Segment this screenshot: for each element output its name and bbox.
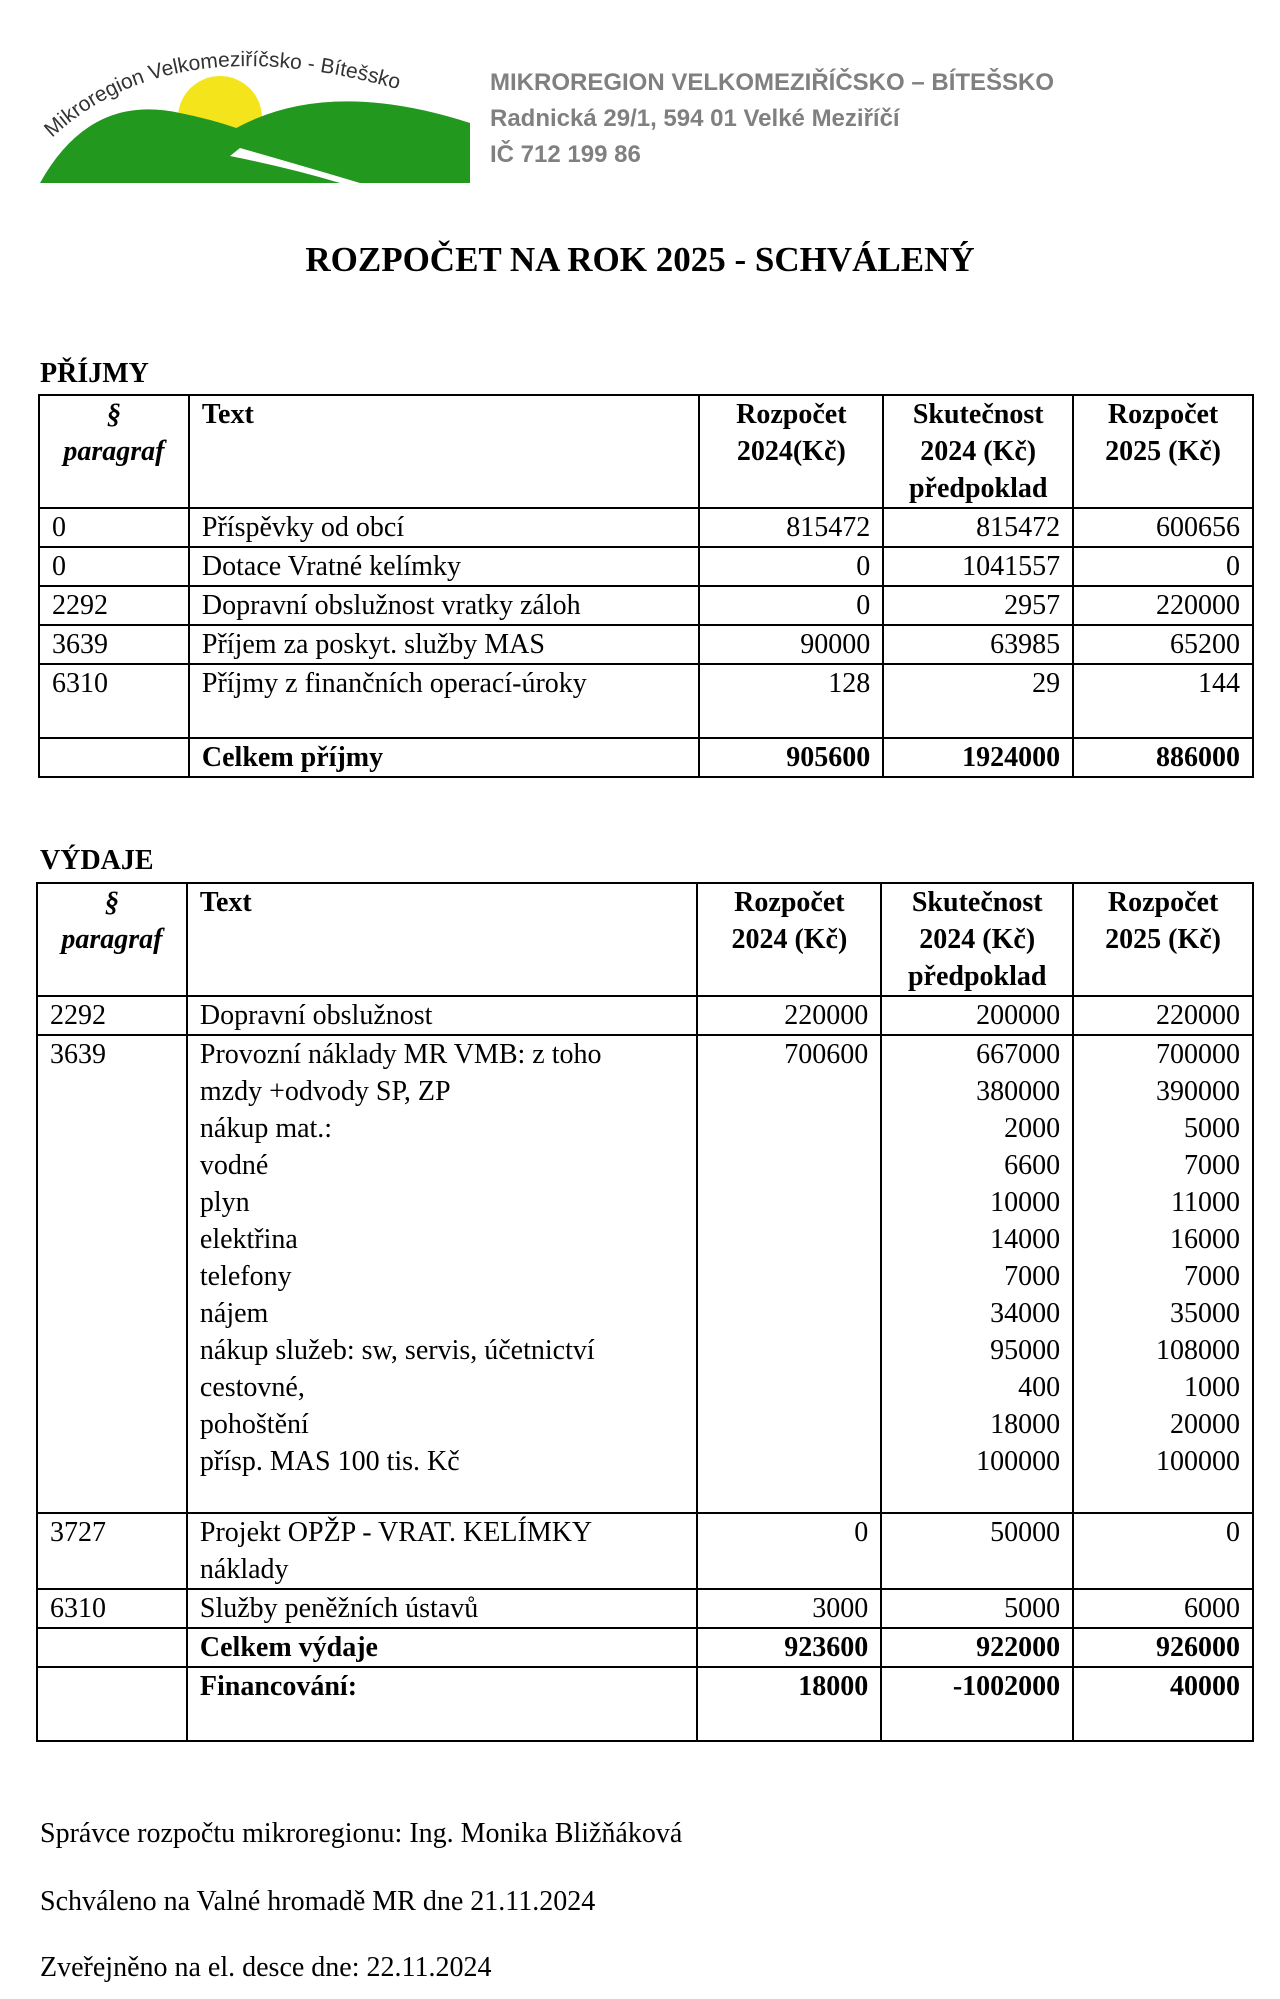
total-rozpocet-2025: 886000 xyxy=(1073,738,1253,777)
row-paragraf: 3727 xyxy=(37,1513,187,1589)
header-paragraf: § paragraf xyxy=(39,395,189,508)
line-rozpocet-2025: 11000 xyxy=(1171,1187,1240,1218)
table-row xyxy=(37,1513,1253,1589)
line-rozpocet-2025: 5000 xyxy=(1184,1113,1240,1144)
line-skutecnost-2024: 667000 xyxy=(976,1039,1061,1070)
row-rozpocet-2024: 0 xyxy=(697,1513,881,1589)
line-rozpocet-2025: 100000 xyxy=(1156,1446,1240,1477)
total-rozpocet-2025: 926000 xyxy=(1073,1628,1253,1667)
financing-skutecnost-2024: -1002000 xyxy=(881,1667,1073,1741)
line-rozpocet-2025: 7000 xyxy=(1184,1261,1240,1292)
row-skutecnost-2024: 50000 xyxy=(881,1513,1073,1589)
table-row xyxy=(39,586,1253,625)
row-paragraf xyxy=(37,1628,187,1667)
line-skutecnost-2024: 400 xyxy=(1018,1372,1061,1403)
header-rozpocet-2025: Rozpočet 2025 (Kč) xyxy=(1073,395,1253,508)
line-rozpocet-2025: 700000 xyxy=(1156,1039,1240,1070)
table-row xyxy=(39,664,1253,738)
row-text: Dotace Vratné kelímky xyxy=(189,547,700,586)
row-skutecnost-2024: 1041557 xyxy=(883,547,1073,586)
footer-spravce: Správce rozpočtu mikroregionu: Ing. Monika Bližňáková xyxy=(40,1818,683,1849)
row-paragraf: 2292 xyxy=(37,996,187,1035)
table-row xyxy=(37,1035,1253,1513)
row-paragraf: 3639 xyxy=(39,625,189,664)
total-label: Celkem výdaje xyxy=(187,1628,698,1667)
row-text: Příjem za poskyt. služby MAS xyxy=(189,625,700,664)
row-rozpocet-2025: 0 xyxy=(1073,547,1253,586)
line-rozpocet-2025: 35000 xyxy=(1170,1298,1240,1329)
line-text: telefony xyxy=(199,1261,292,1292)
row-rozpocet-2025-stack xyxy=(1073,1035,1253,1513)
total-rozpocet-2024: 923600 xyxy=(697,1628,881,1667)
row-rozpocet-2025: 600656 xyxy=(1073,508,1253,547)
line-text: cestovné, xyxy=(199,1372,305,1403)
row-rozpocet-2024: 0 xyxy=(699,586,883,625)
table-header-row xyxy=(37,883,1253,996)
row-skutecnost-2024: 29 xyxy=(883,664,1073,738)
row-text: Dopravní obslužnost xyxy=(187,996,698,1035)
line-text: nákup mat.: xyxy=(199,1113,333,1144)
line-rozpocet-2025: 1000 xyxy=(1184,1372,1240,1403)
row-paragraf: 6310 xyxy=(37,1589,187,1628)
table-row xyxy=(37,996,1253,1035)
row-paragraf xyxy=(39,738,189,777)
row-skutecnost-2024: 5000 xyxy=(881,1589,1073,1628)
line-skutecnost-2024: 34000 xyxy=(990,1298,1061,1329)
total-skutecnost-2024: 922000 xyxy=(881,1628,1073,1667)
row-paragraf: 0 xyxy=(39,547,189,586)
row-rozpocet-2025: 0 xyxy=(1073,1513,1253,1589)
line-text: nájem xyxy=(199,1298,269,1329)
header-text: Text xyxy=(189,395,700,508)
vydaje-label: VÝDAJE xyxy=(40,845,154,876)
financing-row xyxy=(37,1667,1253,1741)
row-rozpocet-2025: 220000 xyxy=(1073,996,1253,1035)
row-rozpocet-2024: 90000 xyxy=(699,625,883,664)
header-paragraf: § paragraf xyxy=(37,883,187,996)
row-paragraf: 6310 xyxy=(39,664,189,738)
row-skutecnost-2024: 200000 xyxy=(881,996,1073,1035)
row-text: Příjmy z finančních operací-úroky xyxy=(189,664,700,738)
header-text: Text xyxy=(187,883,698,996)
row-rozpocet-2024: 815472 xyxy=(699,508,883,547)
row-text-stack xyxy=(187,1035,698,1513)
header-rozpocet-2025: Rozpočet 2025 (Kč) xyxy=(1073,883,1253,996)
row-rozpocet-2024: 220000 xyxy=(697,996,881,1035)
line-text: vodné xyxy=(199,1150,269,1181)
row-rozpocet-2024: 700600 xyxy=(697,1035,881,1513)
row-rozpocet-2024: 3000 xyxy=(697,1589,881,1628)
row-skutecnost-2024-stack xyxy=(881,1035,1073,1513)
row-skutecnost-2024: 2957 xyxy=(883,586,1073,625)
org-address: Radnická 29/1, 594 01 Velké Meziříčí xyxy=(490,105,900,132)
line-rozpocet-2025: 108000 xyxy=(1156,1335,1240,1366)
line-skutecnost-2024: 14000 xyxy=(990,1224,1061,1255)
row-text: Dopravní obslužnost vratky záloh xyxy=(189,586,700,625)
row-text: Projekt OPŽP - VRAT. KELÍMKY náklady xyxy=(187,1513,698,1589)
row-rozpocet-2025: 144 xyxy=(1073,664,1253,738)
line-text: elektřina xyxy=(199,1224,298,1255)
row-paragraf xyxy=(37,1667,187,1741)
total-rozpocet-2024: 905600 xyxy=(699,738,883,777)
row-skutecnost-2024: 63985 xyxy=(883,625,1073,664)
line-rozpocet-2025: 7000 xyxy=(1184,1150,1240,1181)
table-row xyxy=(37,1589,1253,1628)
line-text: plyn xyxy=(199,1187,250,1218)
financing-label: Financování: xyxy=(187,1667,698,1741)
line-text: nákup služeb: sw, servis, účetnictví xyxy=(199,1335,595,1366)
financing-rozpocet-2025: 40000 xyxy=(1073,1667,1253,1741)
row-rozpocet-2025: 6000 xyxy=(1073,1589,1253,1628)
total-skutecnost-2024: 1924000 xyxy=(883,738,1073,777)
total-label: Celkem příjmy xyxy=(189,738,700,777)
line-skutecnost-2024: 6600 xyxy=(1004,1150,1061,1181)
financing-rozpocet-2024: 18000 xyxy=(697,1667,881,1741)
table-row xyxy=(39,508,1253,547)
total-row xyxy=(39,738,1253,777)
line-text: Provozní náklady MR VMB: z toho xyxy=(199,1039,602,1070)
footer-zverejneno: Zveřejněno na el. desce dne: 22.11.2024 xyxy=(40,1952,492,1983)
row-text: Služby peněžních ústavů xyxy=(187,1589,698,1628)
table-row xyxy=(39,625,1253,664)
vydaje-table xyxy=(36,882,1254,1742)
line-skutecnost-2024: 95000 xyxy=(990,1335,1061,1366)
header-skutecnost-2024: Skutečnost 2024 (Kč) předpoklad xyxy=(881,883,1073,996)
line-skutecnost-2024: 10000 xyxy=(990,1187,1061,1218)
line-rozpocet-2025: 20000 xyxy=(1170,1409,1240,1440)
line-skutecnost-2024: 2000 xyxy=(1004,1113,1061,1144)
line-text: přísp. MAS 100 tis. Kč xyxy=(199,1446,460,1477)
org-name: MIKROREGION VELKOMEZIŘÍČSKO – BÍTEŠSKO xyxy=(490,69,1055,96)
line-skutecnost-2024: 18000 xyxy=(990,1409,1061,1440)
table-header-row xyxy=(39,395,1253,508)
line-rozpocet-2025: 390000 xyxy=(1156,1076,1240,1107)
row-paragraf: 0 xyxy=(39,508,189,547)
row-paragraf: 3639 xyxy=(37,1035,187,1513)
row-rozpocet-2025: 220000 xyxy=(1073,586,1253,625)
mikroregion-logo xyxy=(30,18,480,188)
page-title: ROZPOČET NA ROK 2025 - SCHVÁLENÝ xyxy=(305,240,975,279)
org-ic: IČ 712 199 86 xyxy=(490,141,641,168)
line-skutecnost-2024: 7000 xyxy=(1004,1261,1061,1292)
row-rozpocet-2025: 65200 xyxy=(1073,625,1253,664)
footer-schvaleno: Schváleno na Valné hromadě MR dne 21.11.2024 xyxy=(40,1886,596,1917)
org-info xyxy=(490,65,1054,173)
row-rozpocet-2024: 0 xyxy=(699,547,883,586)
row-paragraf: 2292 xyxy=(39,586,189,625)
row-skutecnost-2024: 815472 xyxy=(883,508,1073,547)
logo-text: Mikroregion Velkomeziříčsko - Bítešsko xyxy=(40,48,404,142)
prijmy-label: PŘÍJMY xyxy=(40,358,149,389)
prijmy-table xyxy=(38,394,1254,778)
header-rozpocet-2024: Rozpočet 2024(Kč) xyxy=(699,395,883,508)
total-row xyxy=(37,1628,1253,1667)
line-text: mzdy +odvody SP, ZP xyxy=(199,1076,451,1107)
line-skutecnost-2024: 100000 xyxy=(976,1446,1061,1477)
line-text: pohoštění xyxy=(199,1409,309,1440)
line-rozpocet-2025: 16000 xyxy=(1170,1224,1240,1255)
row-rozpocet-2024: 128 xyxy=(699,664,883,738)
table-row xyxy=(39,547,1253,586)
row-text: Příspěvky od obcí xyxy=(189,508,700,547)
header-rozpocet-2024: Rozpočet 2024 (Kč) xyxy=(697,883,881,996)
line-skutecnost-2024: 380000 xyxy=(976,1076,1061,1107)
header-skutecnost-2024: Skutečnost 2024 (Kč) předpoklad xyxy=(883,395,1073,508)
